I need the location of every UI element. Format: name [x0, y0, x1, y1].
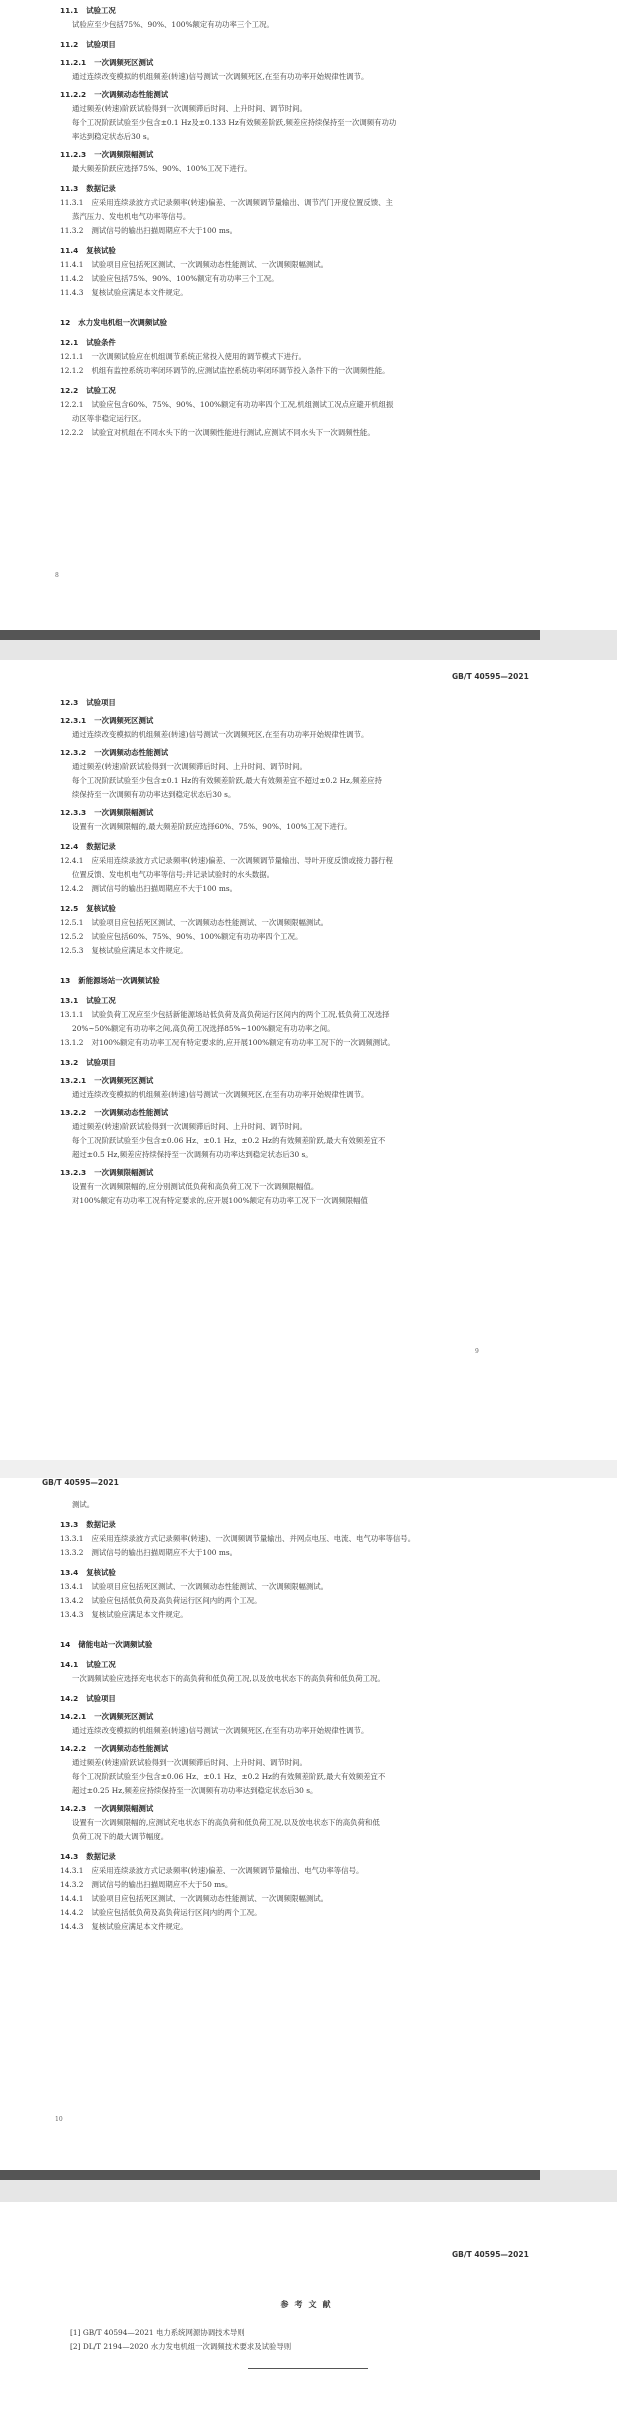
clause-text: 一次调频限幅测试	[94, 808, 154, 817]
clause-number: 12.5.3	[60, 946, 84, 955]
clause-text: 试验宜对机组在不同水头下的一次调频性能进行测试,应测试不同水头下一次调频性能。	[91, 428, 375, 437]
reference-item: [2] DL/T 2194—2020 水力发电机组一次调频技术要求及试验导则	[70, 2342, 292, 2351]
section-heading	[60, 808, 153, 818]
text-line	[72, 870, 274, 880]
text-line	[60, 1534, 415, 1544]
clause-text: 应采用连续录波方式记录频率(转速)偏差、一次调频调节量输出、导叶开度反馈或接力器行程	[91, 856, 393, 865]
text-line	[60, 226, 237, 236]
clause-text: 一次调频限幅测试	[94, 150, 154, 159]
clause-number: 12.5	[60, 904, 79, 913]
clause-text: 对100%额定有功功率工况有特定要求的,应开展100%额定有功功率工况下一次调频限幅值	[72, 1196, 368, 1205]
clause-text: 复核试验	[86, 1568, 116, 1577]
running-header: GB/T 40595—2021	[42, 1478, 119, 1487]
section-heading	[60, 1076, 153, 1086]
clause-number: 14.2.2	[60, 1744, 87, 1753]
section-heading	[60, 1712, 153, 1722]
chapter-heading	[60, 976, 160, 986]
clause-text: 试验工况	[86, 1660, 116, 1669]
clause-number: 14.4.1	[60, 1894, 84, 1903]
clause-number: 11.2.2	[60, 90, 87, 99]
section-heading	[60, 1804, 153, 1814]
section-heading	[60, 1108, 168, 1118]
clause-number: 13.2.2	[60, 1108, 87, 1117]
text-line	[60, 428, 375, 438]
clause-text: 最大频差阶跃应选择75%、90%、100%工况下进行。	[72, 164, 252, 173]
clause-text: 一次调频死区测试	[94, 1076, 154, 1085]
text-line	[72, 730, 368, 740]
text-line	[72, 790, 235, 800]
clause-text: 测试信号的输出扫描周期应不大于100 ms。	[91, 1548, 238, 1557]
text-line	[72, 1182, 318, 1192]
clause-number: 12.1.2	[60, 366, 84, 375]
clause-text: 试验项目	[86, 1694, 116, 1703]
section-heading	[60, 184, 116, 194]
clause-text: 对100%额定有功功率工况有特定要求的,应开展100%额定有功功率工况下的一次调频测试。	[91, 1038, 395, 1047]
clause-text: 复核试验	[86, 904, 116, 913]
text-line	[60, 1922, 188, 1932]
text-line	[60, 198, 393, 208]
text-line	[60, 1596, 262, 1606]
text-line	[60, 918, 328, 928]
text-line	[72, 72, 368, 82]
text-line	[60, 1010, 390, 1020]
section-heading	[60, 996, 116, 1006]
clause-text: 每个工况阶跃试验至少包含±0.06 Hz、±0.1 Hz、±0.2 Hz的有效频差阶跃,最大有效频差宜不	[72, 1136, 386, 1145]
clause-text: 试验条件	[86, 338, 116, 347]
references-title: 参考文献	[280, 2300, 337, 2309]
clause-number: 13.3.1	[60, 1534, 84, 1543]
clause-text: 试验项目应包括死区测试、一次调频动态性能测试、一次调频限幅测试。	[91, 918, 329, 927]
references-end-rule	[248, 2368, 368, 2369]
clause-text: 试验项目	[86, 40, 116, 49]
text-line	[60, 366, 390, 376]
clause-number: 14.4.2	[60, 1908, 84, 1917]
clause-text: 通过连续改变模拟的机组频差(转速)信号测试一次调频死区,在至有功功率开始规律性调节。	[72, 730, 369, 739]
clause-number: 11.2.1	[60, 58, 87, 67]
page-separator	[0, 1460, 617, 1478]
text-line	[72, 1136, 385, 1146]
clause-number: 14.4.3	[60, 1922, 84, 1931]
text-line	[60, 1908, 262, 1918]
section-heading	[60, 338, 116, 348]
clause-number: 12.5.1	[60, 918, 84, 927]
clause-number: 12.4	[60, 842, 79, 851]
text-line	[72, 118, 396, 128]
clause-number: 13.2.3	[60, 1168, 87, 1177]
clause-number: 12.2.1	[60, 400, 84, 409]
clause-text: 测试信号的输出扫描周期应不大于100 ms。	[91, 884, 238, 893]
chapter-heading	[60, 1640, 152, 1650]
text-line	[60, 1548, 237, 1558]
clause-text: 复核试验应满足本文件规定。	[91, 1922, 188, 1931]
clause-text: 续保持至一次调频有功功率达到稳定状态后30 s。	[72, 790, 236, 799]
clause-text: 数据记录	[86, 184, 116, 193]
text-line	[72, 1786, 317, 1796]
clause-text: 试验应至少包括75%、90%、100%额定有功功率三个工况。	[72, 20, 274, 29]
clause-number: 14.2.1	[60, 1712, 87, 1721]
section-heading	[60, 748, 168, 758]
clause-number: 12.3	[60, 698, 79, 707]
text-line	[72, 1758, 307, 1768]
clause-text: 试验项目应包括死区测试、一次调频动态性能测试、一次调频限幅测试。	[91, 1894, 329, 1903]
clause-text: 机组有监控系统功率闭环调节的,应测试监控系统功率闭环调节投入条件下的一次调频性能。	[91, 366, 390, 375]
clause-number: 12.4.2	[60, 884, 84, 893]
text-line	[72, 1090, 368, 1100]
text-line	[72, 1818, 380, 1828]
section-heading	[60, 716, 153, 726]
text-line	[72, 1024, 335, 1034]
clause-text: 复核试验	[86, 246, 116, 255]
section-heading	[60, 246, 116, 256]
clause-text: 试验应包含60%、75%、90%、100%额定有功功率四个工况,机组测试工况点应避开机组振	[91, 400, 394, 409]
clause-text: 试验应包括低负荷及高负荷运行区间内的两个工况。	[91, 1908, 262, 1917]
clause-text: 一次调频死区测试	[94, 58, 154, 67]
text-line	[72, 212, 190, 222]
text-line	[72, 776, 382, 786]
text-line	[72, 1674, 385, 1684]
text-line	[60, 1582, 328, 1592]
clause-number: 13.3	[60, 1520, 79, 1529]
clause-number: 14.3.1	[60, 1866, 84, 1875]
clause-text: 超过±0.25 Hz,频差应持续保持至一次调频有功功率达到稳定状态后30 s。	[72, 1786, 318, 1795]
clause-text: 一次调频试验应选择充电状态下的高负荷和低负荷工况,以及放电状态下的高负荷和低负荷工况。	[72, 1674, 385, 1683]
clause-text: 设置有一次调频限幅的,应测试充电状态下的高负荷和低负荷工况,以及放电状态下的高负荷和低	[72, 1818, 380, 1827]
text-line	[72, 132, 154, 142]
clause-text: 试验工况	[86, 386, 116, 395]
clause-number: 13.4.2	[60, 1596, 84, 1605]
clause-number: 13	[60, 976, 71, 985]
text-line	[72, 104, 307, 114]
clause-number: 11.3	[60, 184, 79, 193]
section-heading	[60, 1058, 116, 1068]
text-line	[72, 1196, 368, 1206]
text-line	[72, 20, 274, 30]
section-heading	[60, 1744, 168, 1754]
text-line	[72, 1772, 385, 1782]
page-1	[0, 0, 617, 630]
section-heading	[60, 58, 153, 68]
clause-text: 试验工况	[86, 6, 116, 15]
clause-number: 14.3.2	[60, 1880, 84, 1889]
text-line	[60, 932, 302, 942]
clause-text: 数据记录	[86, 842, 116, 851]
text-line	[72, 822, 352, 832]
text-line	[60, 946, 188, 956]
clause-text: 一次调频动态性能测试	[94, 748, 169, 757]
clause-text: 应采用连续录波方式记录频率(转速)偏差、一次调频调节量输出、调节汽门开度位置反馈、主	[91, 198, 393, 207]
clause-number: 14.2.3	[60, 1804, 87, 1813]
separator-bar	[0, 2170, 540, 2180]
clause-number: 11.4.2	[60, 274, 84, 283]
clause-text: 试验应包括75%、90%、100%额定有功功率三个工况。	[91, 274, 279, 283]
clause-number: 13.2.1	[60, 1076, 87, 1085]
section-heading	[60, 90, 168, 100]
text-line	[72, 762, 307, 772]
page-4	[0, 2202, 617, 2424]
clause-number: 14	[60, 1640, 71, 1649]
clause-text: 测试信号的输出扫描周期应不大于100 ms。	[91, 226, 238, 235]
clause-text: 试验项目	[86, 1058, 116, 1067]
text-line	[60, 1880, 232, 1890]
clause-text: 试验项目	[86, 698, 116, 707]
clause-text: 一次调频动态性能测试	[94, 1108, 169, 1117]
text-line	[60, 856, 393, 866]
clause-text: 数据记录	[86, 1520, 116, 1529]
clause-number: 12.3.3	[60, 808, 87, 817]
text-line	[72, 1122, 307, 1132]
clause-number: 12.3.2	[60, 748, 87, 757]
section-heading	[60, 40, 116, 50]
section-heading	[60, 1852, 116, 1862]
section-heading	[60, 1694, 116, 1704]
text-line	[60, 400, 393, 410]
clause-text: 一次调频限幅测试	[94, 1168, 154, 1177]
clause-text: 通过频差(转速)阶跃试验得到一次调频滞后时间、上升时间、调节时间。	[72, 1122, 307, 1131]
section-heading	[60, 386, 116, 396]
clause-number: 12	[60, 318, 71, 327]
clause-number: 11.4.3	[60, 288, 84, 297]
clause-text: 通过连续改变模拟的机组频差(转速)信号测试一次调频死区,在至有功功率开始规律性调节。	[72, 72, 369, 81]
clause-text: 应采用连续录波方式记录频率(转速)偏差、一次调频调节量输出、电气功率等信号。	[91, 1866, 364, 1875]
clause-text: 复核试验应满足本文件规定。	[91, 1610, 188, 1619]
clause-number: 13.4.3	[60, 1610, 84, 1619]
section-heading	[60, 1520, 116, 1530]
clause-text: 试验应包括低负荷及高负荷运行区间内的两个工况。	[91, 1596, 262, 1605]
clause-text: 通过连续改变模拟的机组频差(转速)信号测试一次调频死区,在至有功功率开始规律性调节。	[72, 1726, 369, 1735]
text-line	[60, 1038, 395, 1048]
text-line	[60, 260, 328, 270]
clause-text: 一次调频死区测试	[94, 716, 154, 725]
text-line	[60, 884, 237, 894]
clause-number: 11.3.2	[60, 226, 84, 235]
clause-text: 一次调频限幅测试	[94, 1804, 154, 1813]
page-number: 10	[55, 2116, 63, 2123]
clause-text: 新能源场站一次调频试验	[78, 976, 160, 985]
clause-number: 13.1.2	[60, 1038, 84, 1047]
clause-text: 每个工况阶跃试验至少包含±0.1 Hz的有效频差阶跃,最大有效频差宜不超过±0.2 Hz,频差应持	[72, 776, 382, 785]
running-header: GB/T 40595—2021	[452, 672, 529, 681]
clause-number: 11.3.1	[60, 198, 84, 207]
clause-number: 14.2	[60, 1694, 79, 1703]
page-separator	[0, 630, 617, 660]
clause-text: 一次调频动态性能测试	[94, 90, 169, 99]
clause-number: 13.1.1	[60, 1010, 84, 1019]
clause-text: 数据记录	[86, 1852, 116, 1861]
running-header: GB/T 40595—2021	[452, 2250, 529, 2259]
clause-text: 测试信号的输出扫描周期应不大于50 ms。	[91, 1880, 233, 1889]
text-line	[60, 352, 306, 362]
page-separator	[0, 2170, 617, 2202]
clause-number: 14.3	[60, 1852, 79, 1861]
clause-text: 率达到稳定状态后30 s。	[72, 132, 155, 141]
section-heading	[60, 1568, 116, 1578]
clause-text: 一次调频动态性能测试	[94, 1744, 169, 1753]
clause-number: 12.1.1	[60, 352, 84, 361]
clause-number: 12.2.2	[60, 428, 84, 437]
separator-bar	[0, 630, 540, 640]
clause-number: 13.2	[60, 1058, 79, 1067]
text-line	[60, 1894, 328, 1904]
section-heading	[60, 842, 116, 852]
text-line	[72, 1726, 368, 1736]
reference-item: [1] GB/T 40594—2021 电力系统网源协调技术导则	[70, 2328, 245, 2337]
clause-number: 11.4.1	[60, 260, 84, 269]
clause-text: 通过连续改变模拟的机组频差(转速)信号测试一次调频死区,在至有功功率开始规律性调节。	[72, 1090, 369, 1099]
clause-number: 13.3.2	[60, 1548, 84, 1557]
clause-text: 设置有一次调频限幅的,最大频差阶跃应选择60%、75%、90%、100%工况下进行。	[72, 822, 352, 831]
clause-number: 13.4.1	[60, 1582, 84, 1591]
section-heading	[60, 6, 116, 16]
clause-text: 负荷工况下的最大调节幅度。	[72, 1832, 169, 1841]
clause-text: 超过±0.5 Hz,频差应持续保持至一次调频有功功率达到稳定状态后30 s。	[72, 1150, 313, 1159]
section-heading	[60, 904, 116, 914]
clause-text: 设置有一次调频限幅的,应分别测试低负荷和高负荷工况下一次调频限幅值。	[72, 1182, 319, 1191]
clause-text: 试验项目应包括死区测试、一次调频动态性能测试、一次调频限幅测试。	[91, 1582, 329, 1591]
clause-text: 通过频差(转速)阶跃试验得到一次调频滞后时间、上升时间、调节时间。	[72, 762, 307, 771]
clause-text: 一次调频试验应在机组调节系统正常投入使用的调节模式下进行。	[91, 352, 306, 361]
text-line	[60, 1866, 363, 1876]
clause-number: 11.2	[60, 40, 79, 49]
clause-number: 12.4.1	[60, 856, 84, 865]
section-heading	[60, 1660, 116, 1670]
chapter-heading	[60, 318, 167, 328]
text-line	[72, 1832, 168, 1842]
clause-number: 12.1	[60, 338, 79, 347]
clause-text: 蒸汽压力、发电机电气功率等信号。	[72, 212, 191, 221]
clause-number: 12.2	[60, 386, 79, 395]
text-line	[72, 1150, 313, 1160]
section-heading	[60, 698, 116, 708]
page-3	[0, 1478, 617, 2170]
clause-text: 试验项目应包括死区测试、一次调频动态性能测试、一次调频限幅测试。	[91, 260, 329, 269]
clause-number: 11.1	[60, 6, 79, 15]
clause-text: 试验应包括60%、75%、90%、100%额定有功功率四个工况。	[91, 932, 303, 941]
clause-number: 11.2.3	[60, 150, 87, 159]
clause-text: 试验工况	[86, 996, 116, 1005]
clause-text: 试验负荷工况应至少包括新能源场站低负荷及高负荷运行区间内的两个工况,低负荷工况选择	[91, 1010, 390, 1019]
clause-number: 12.3.1	[60, 716, 87, 725]
clause-text: 复核试验应满足本文件规定。	[91, 288, 188, 297]
clause-text: 一次调频死区测试	[94, 1712, 154, 1721]
page-number: 9	[475, 1348, 479, 1355]
page-2	[0, 660, 617, 1460]
clause-number: 13.1	[60, 996, 79, 1005]
clause-text: 水力发电机组一次调频试验	[78, 318, 167, 327]
text-line	[60, 288, 188, 298]
clause-text: 测试。	[72, 1500, 95, 1509]
clause-text: 储能电站一次调频试验	[78, 1640, 153, 1649]
text-line	[72, 414, 146, 424]
text-line	[72, 1500, 94, 1510]
text-line	[60, 274, 279, 284]
clause-text: 每个工况阶跃试验至少包含±0.1 Hz及±0.133 Hz有效频差阶跃,频差应持续保持至一次调频有功功	[72, 118, 397, 127]
text-line	[72, 164, 252, 174]
clause-text: 应采用连续录波方式记录频率(转速)、一次调频调节量输出、并网点电压、电流、电气功率等信号。	[91, 1534, 416, 1543]
clause-text: 20%~50%额定有功功率之间,高负荷工况选择85%~100%额定有功功率之间。	[72, 1024, 335, 1033]
section-heading	[60, 1168, 153, 1178]
clause-number: 14.1	[60, 1660, 79, 1669]
clause-number: 12.5.2	[60, 932, 84, 941]
clause-text: 动区等非稳定运行区。	[72, 414, 146, 423]
clause-number: 13.4	[60, 1568, 79, 1577]
section-heading	[60, 150, 153, 160]
clause-text: 通过频差(转速)阶跃试验得到一次调频滞后时间、上升时间、调节时间。	[72, 104, 307, 113]
clause-text: 复核试验应满足本文件规定。	[91, 946, 188, 955]
page-number: 8	[55, 572, 59, 579]
clause-number: 11.4	[60, 246, 79, 255]
text-line	[60, 1610, 188, 1620]
clause-text: 位置反馈、发电机电气功率等信号;并记录试验时的水头数据。	[72, 870, 275, 879]
clause-text: 通过频差(转速)阶跃试验得到一次调频滞后时间、上升时间、调节时间。	[72, 1758, 307, 1767]
clause-text: 每个工况阶跃试验至少包含±0.06 Hz、±0.1 Hz、±0.2 Hz的有效频差阶跃,最大有效频差宜不	[72, 1772, 386, 1781]
